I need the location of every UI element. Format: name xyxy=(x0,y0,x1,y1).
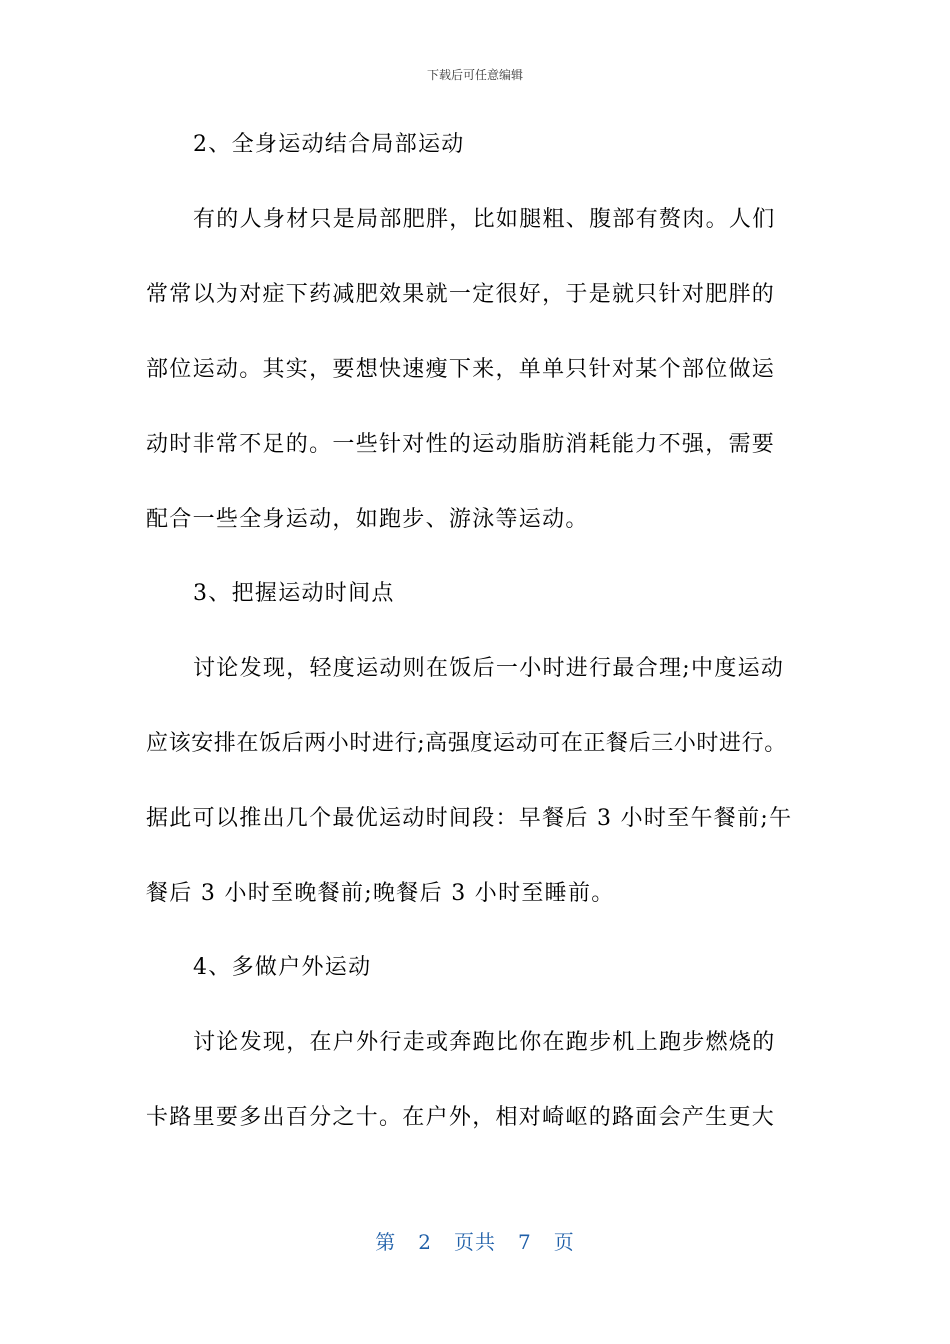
paragraph-line: 应该安排在饭后两小时进行;高强度运动可在正餐后三小时进行。 xyxy=(146,731,787,756)
footer-suffix: 页 xyxy=(553,1230,575,1254)
footer-middle: 页共 xyxy=(454,1230,496,1254)
paragraph-line: 动时非常不足的。一些针对性的运动脂肪消耗能力不强，需要 xyxy=(146,432,776,457)
footer-prefix: 第 xyxy=(375,1230,397,1254)
section-heading-3: 3、把握运动时间点 xyxy=(193,581,395,606)
paragraph-line: 据此可以推出几个最优运动时间段：早餐后 3 小时至午餐前;午 xyxy=(146,806,793,831)
paragraph-line: 讨论发现，轻度运动则在饭后一小时进行最合理;中度运动 xyxy=(193,656,785,681)
paragraph-line: 部位运动。其实，要想快速瘦下来，单单只针对某个部位做运 xyxy=(146,357,776,382)
paragraph-line: 讨论发现，在户外行走或奔跑比你在跑步机上跑步燃烧的 xyxy=(193,1030,776,1055)
paragraph-line: 餐后 3 小时至晚餐前;晚餐后 3 小时至睡前。 xyxy=(146,881,615,906)
paragraph-line: 配合一些全身运动，如跑步、游泳等运动。 xyxy=(146,507,589,532)
total-page-count: 7 xyxy=(518,1230,532,1254)
paragraph-line: 常常以为对症下药减肥效果就一定很好，于是就只针对肥胖的 xyxy=(146,282,776,307)
paragraph-line: 有的人身材只是局部肥胖，比如腿粗、腹部有赘肉。人们 xyxy=(193,207,776,232)
current-page-number: 2 xyxy=(418,1230,432,1254)
paragraph-line: 卡路里要多出百分之十。在户外，相对崎岖的路面会产生更大 xyxy=(146,1105,776,1130)
page-footer xyxy=(0,1226,950,1255)
section-heading-4: 4、多做户外运动 xyxy=(193,955,372,980)
page-header: 下载后可任意编辑 xyxy=(426,68,523,82)
section-heading-2: 2、全身运动结合局部运动 xyxy=(193,132,465,157)
